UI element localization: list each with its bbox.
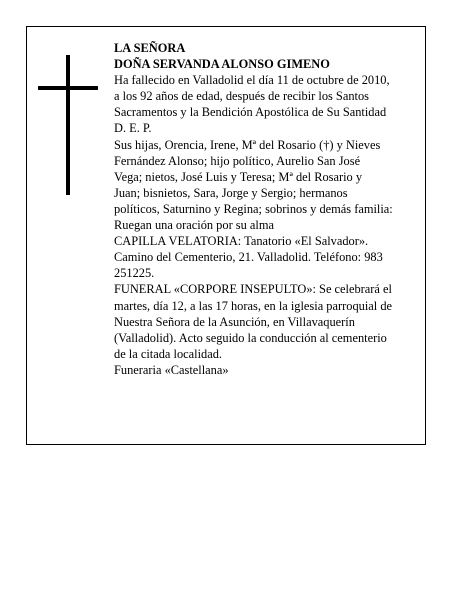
notice-line: a los 92 años de edad, después de recibir los Santos (114, 89, 369, 104)
notice-line: Camino del Cementerio, 21. Valladolid. Teléfono: 983 (114, 250, 383, 265)
cross-icon-vertical-bar (66, 55, 70, 195)
notice-line: Fernández Alonso; hijo político, Aurelio San José (114, 153, 361, 168)
notice-line: Ruegan una oración por su alma (114, 218, 274, 233)
cross-icon-horizontal-bar (38, 86, 98, 90)
notice-line: FUNERAL «CORPORE INSEPULTO»: Se celebrará el (114, 282, 392, 297)
notice-heading: LA SEÑORA (114, 41, 186, 55)
notice-line: 251225. (114, 266, 155, 281)
notice-line: políticos, Saturnino y Regina; sobrinos y demás familia: (114, 201, 393, 216)
deceased-name: DOÑA SERVANDA ALONSO GIMENO (114, 57, 330, 72)
notice-line: Nuestra Señora de la Asunción, en Villavaquerín (114, 314, 355, 329)
notice-line: Ha fallecido en Valladolid el día 11 de octubre de 2010, (114, 73, 390, 88)
notice-line: (Valladolid). Acto seguido la conducción al cementerio (114, 330, 387, 345)
notice-line: de la citada localidad. (114, 346, 223, 361)
notice-line: D. E. P. (114, 121, 152, 136)
notice-line: CAPILLA VELATORIA: Tanatorio «El Salvador». (114, 234, 369, 249)
notice-line: Juan; bisnietos, Sara, Jorge y Sergio; hermanos (114, 185, 348, 200)
notice-line: Vega; nietos, José Luis y Teresa; Mª del Rosario y (114, 169, 363, 184)
notice-line: Funeraria «Castellana» (114, 362, 229, 377)
notice-line: Sus hijas, Orencia, Irene, Mª del Rosario (†) y Nieves (114, 137, 381, 152)
notice-line: martes, día 12, a las 17 horas, en la iglesia parroquial de (114, 298, 393, 313)
notice-line: Sacramentos y la Bendición Apostólica de Su Santidad (114, 105, 387, 120)
obituary-text (114, 40, 424, 378)
